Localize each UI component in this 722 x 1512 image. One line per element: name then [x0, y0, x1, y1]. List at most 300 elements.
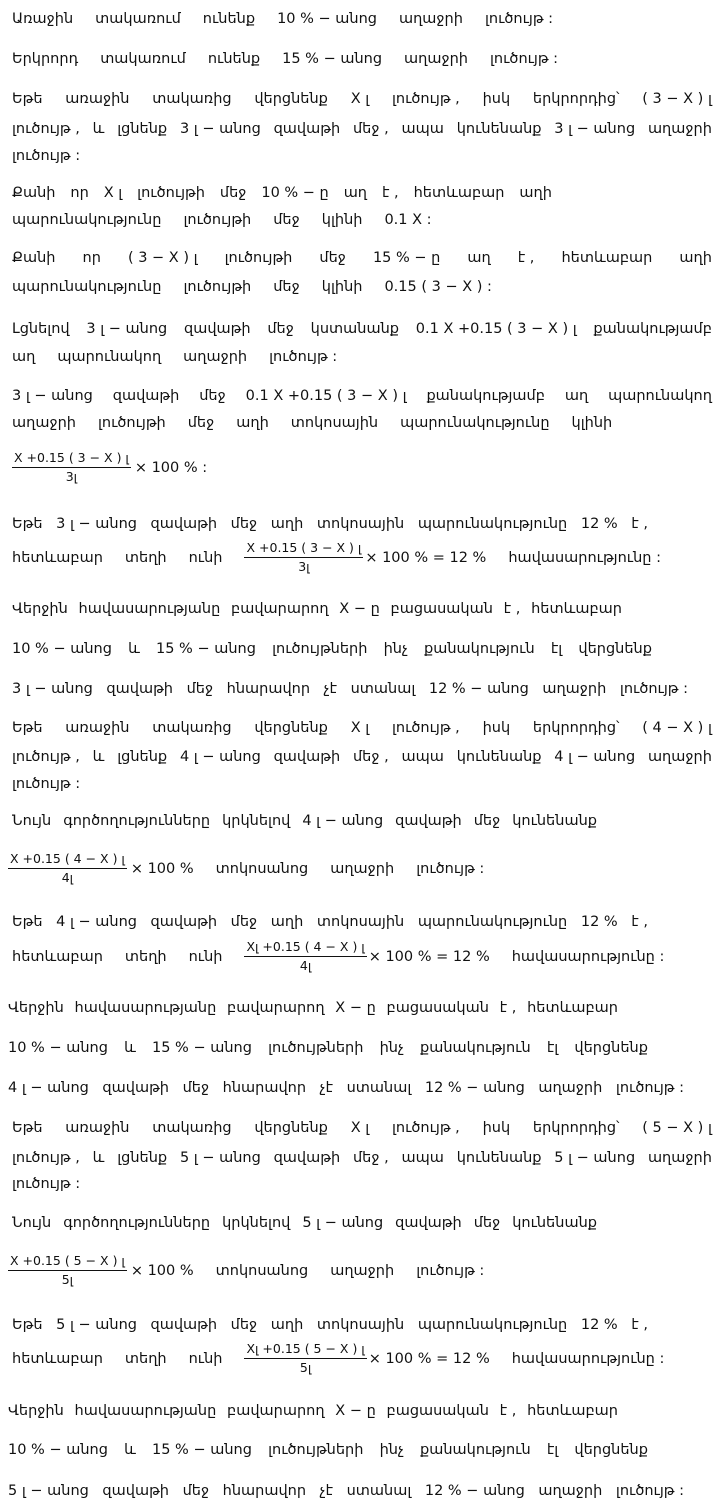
text-line — [12, 1147, 712, 1169]
word: ապա — [401, 749, 444, 765]
fraction-denominator: 4լ — [299, 958, 312, 973]
word: կունենանք — [456, 121, 542, 137]
word: X լ — [103, 185, 123, 201]
word: հետևաբար — [12, 1351, 103, 1367]
word: Եթե — [12, 91, 43, 107]
word: իսկ — [482, 1120, 511, 1136]
word: հնարավոր — [222, 1483, 307, 1499]
word: 15 % − ը — [372, 250, 441, 266]
word: 15 % − անոց — [282, 51, 383, 67]
word: ինչ — [379, 1040, 404, 1056]
word: աղ — [467, 250, 491, 266]
word: բավարարող — [227, 1403, 325, 1419]
text-line — [8, 997, 618, 1019]
fraction-numerator: X +0.15 ( 3 − X ) լ — [244, 540, 363, 558]
fraction — [12, 450, 131, 486]
word: աղաջրի — [404, 51, 468, 67]
word: վերցնենք — [254, 91, 328, 107]
word: X լ — [350, 720, 370, 736]
fraction — [244, 939, 366, 975]
word: X լ — [350, 91, 370, 107]
word: աղաջրի — [542, 681, 607, 697]
fraction-numerator: X +0.15 ( 3 − X ) լ — [12, 450, 131, 468]
word: պարունակող — [57, 349, 162, 365]
word: աղ — [12, 349, 36, 365]
word: ստանալ — [346, 1080, 412, 1096]
word: տակառից — [152, 91, 232, 107]
word: ( 3 − X ) լ — [642, 91, 712, 107]
word: 3 լ − անոց — [56, 516, 137, 532]
word: առաջին — [65, 720, 130, 736]
text-line — [12, 412, 712, 434]
word: մեջ , — [352, 749, 389, 765]
text-line — [8, 1400, 618, 1422]
fraction-numerator: X +0.15 ( 5 − X ) լ — [8, 1253, 127, 1271]
fraction — [8, 1253, 127, 1289]
word: իսկ — [482, 720, 511, 736]
word: լուծույթ : — [12, 776, 81, 792]
word: 5 լ − անոց — [554, 1150, 636, 1166]
word: Երկրորդ — [12, 51, 79, 67]
word: էլ — [546, 1442, 559, 1458]
word: աղ — [343, 185, 368, 201]
fraction-multiplier: × 100 % : — [134, 460, 208, 476]
text-line — [12, 48, 712, 70]
text-line — [12, 1314, 648, 1336]
word: X − ը — [335, 1403, 376, 1419]
word: Եթե — [12, 516, 43, 532]
word: Քանի — [12, 185, 56, 201]
text-line — [12, 8, 712, 30]
word: տոկոսանոց — [215, 861, 309, 877]
fraction-multiplier: × 100 % — [130, 1263, 194, 1279]
word: տակառում — [95, 11, 181, 27]
word: մեջ — [182, 1080, 210, 1096]
text-line — [8, 1480, 684, 1502]
word: կստանանք — [310, 321, 399, 337]
word: 5 լ − անոց — [302, 1215, 384, 1231]
word: կլինի — [321, 279, 363, 295]
word: 4 լ − անոց — [8, 1080, 89, 1096]
word: և — [124, 1040, 136, 1056]
word: Քանի — [12, 250, 56, 266]
word: աղի — [679, 250, 712, 266]
word: զավաթի — [395, 1215, 462, 1231]
word: 5 լ − անոց — [8, 1483, 89, 1499]
word: Նույն — [12, 1215, 52, 1231]
word: մեջ — [230, 914, 258, 930]
text-line — [12, 746, 712, 768]
text-line — [12, 717, 712, 739]
fraction-denominator: 3լ — [65, 469, 78, 484]
word: զավաթի — [395, 813, 462, 829]
word: մեջ — [319, 250, 346, 266]
word: տոկոսային — [316, 1317, 405, 1333]
word: էլ — [550, 641, 563, 657]
word: աղի — [236, 415, 269, 431]
fraction-numerator: X +0.15 ( 4 − X ) լ — [8, 851, 127, 869]
word: լուծույթի — [224, 250, 293, 266]
word: է , — [631, 914, 648, 930]
word: ( 5 − X ) լ — [642, 1120, 712, 1136]
word: որ — [82, 250, 101, 266]
word: լուծույթ : — [416, 861, 485, 877]
word: պարունակությունը — [417, 1317, 568, 1333]
equation-rhs: × 100 % = 12 % — [368, 949, 490, 965]
word: ( 3 − X ) լ — [127, 250, 198, 266]
word: վերցնենք — [254, 1120, 328, 1136]
word: քանակությամբ — [593, 321, 712, 337]
word: լուծույթ : — [269, 349, 338, 365]
text-line — [12, 318, 712, 340]
word: լուծույթների — [268, 1040, 364, 1056]
word: տակառից — [152, 720, 232, 736]
word: զավաթի — [184, 321, 251, 337]
word: և — [92, 1150, 105, 1166]
word: 12 % − անոց — [428, 681, 529, 697]
fraction-denominator: 5լ — [61, 1272, 74, 1287]
word: և — [124, 1442, 136, 1458]
word: մեջ — [219, 185, 247, 201]
text-line — [12, 209, 712, 231]
word: հավասարությանը — [74, 1403, 217, 1419]
word: լուծույթ , — [12, 1150, 80, 1166]
word: ունի — [188, 949, 223, 965]
word: Վերջին — [8, 1403, 64, 1419]
text-line-with-fraction — [12, 538, 712, 578]
fraction-denominator: 3լ — [298, 559, 310, 574]
text-line — [12, 276, 712, 298]
text-line — [12, 118, 712, 140]
word: հնարավոր — [222, 1080, 307, 1096]
word: հավասարությունը : — [508, 550, 661, 566]
word: ստանալ — [346, 1483, 412, 1499]
word: լցնենք — [117, 121, 168, 137]
fraction-numerator: Xլ +0.15 ( 5 − X ) լ — [244, 1341, 366, 1359]
word: 10 % − ը — [261, 185, 329, 201]
word: 15 % − անոց — [152, 1040, 252, 1056]
word: 0.1 X +0.15 ( 3 − X ) լ — [415, 321, 577, 337]
word: աղաջրի — [647, 1150, 712, 1166]
word: աղաջրի — [647, 121, 712, 137]
word: տակառում — [100, 51, 186, 67]
word: լուծույթ : — [619, 681, 688, 697]
word: տոկոսային — [316, 914, 405, 930]
word: հավասարությունը : — [511, 1351, 665, 1367]
word: է , — [499, 1403, 517, 1419]
word: 12 % — [580, 914, 618, 930]
word: Վերջին — [8, 1000, 64, 1016]
word: վերցնենք — [254, 720, 328, 736]
word: Առաջին — [12, 11, 74, 27]
word: լուծույթի — [137, 185, 205, 201]
word: 3 լ − անոց — [12, 388, 93, 404]
word: տեղի — [124, 1351, 167, 1367]
equation-rhs: × 100 % = 12 % — [365, 550, 487, 566]
word: իսկ — [482, 91, 511, 107]
word: աղ — [564, 388, 589, 404]
word: լուծույթ , — [391, 91, 460, 107]
word: զավաթի — [112, 388, 180, 404]
word: քանակություն — [419, 1442, 531, 1458]
word: կունենանք — [512, 1215, 597, 1231]
word: կրկնելով — [222, 1215, 291, 1231]
word: ունի — [188, 1351, 223, 1367]
word: լուծույթ , — [12, 749, 80, 765]
word: և — [128, 641, 140, 657]
word: մեջ — [273, 279, 300, 295]
word: Լցնելով — [12, 321, 70, 337]
word: երկրորդից՝ — [532, 720, 620, 736]
word: և — [92, 121, 105, 137]
word: է , — [503, 601, 521, 617]
text-line-with-fraction — [12, 937, 712, 977]
word: հավասարությանը — [74, 1000, 217, 1016]
word: հետևաբար — [531, 601, 622, 617]
word: աղի — [270, 516, 304, 532]
text-line — [12, 1173, 712, 1195]
word: 0.1 X +0.15 ( 3 − X ) լ — [245, 388, 407, 404]
text-line — [12, 385, 712, 407]
word: կլինի — [571, 415, 613, 431]
word: Նույն — [12, 813, 52, 829]
text-line — [12, 911, 648, 933]
word: մեջ — [230, 1317, 258, 1333]
word: 3 լ − անոց — [554, 121, 636, 137]
word: տեղի — [124, 550, 167, 566]
word: զավաթի — [150, 516, 218, 532]
word: զավաթի — [102, 1483, 169, 1499]
text-line — [8, 1439, 648, 1461]
word: գործողությունները — [63, 1215, 211, 1231]
word: պարունակությունը — [12, 279, 162, 295]
word: էլ — [546, 1040, 559, 1056]
word: 12 % — [580, 516, 618, 532]
fraction-expression — [12, 450, 229, 486]
word: պարունակությունը — [417, 914, 568, 930]
word: ինչ — [383, 641, 408, 657]
text-line — [12, 182, 552, 204]
text-line — [12, 145, 712, 167]
word: աղաջրի — [330, 1263, 395, 1279]
word: ունի — [188, 550, 223, 566]
word: մեջ — [182, 1483, 210, 1499]
word: քանակություն — [423, 641, 535, 657]
word: է , — [631, 1317, 648, 1333]
fraction-denominator: 5լ — [299, 1360, 312, 1375]
fraction-denominator: 4լ — [61, 870, 74, 885]
word: բացասական — [386, 1000, 489, 1016]
equation-rhs: × 100 % = 12 % — [368, 1351, 490, 1367]
text-line — [12, 88, 712, 110]
word: լուծույթ , — [12, 121, 80, 137]
word: է , — [517, 250, 535, 266]
word: ապա — [401, 1150, 444, 1166]
word: պարունակող — [608, 388, 712, 404]
word: լուծույթի — [183, 279, 252, 295]
word: հետևաբար — [561, 250, 653, 266]
fraction-multiplier: × 100 % — [130, 861, 194, 877]
word: լուծույթ , — [391, 1120, 460, 1136]
word: բացասական — [386, 1403, 489, 1419]
word: տեղի — [124, 949, 167, 965]
word: զավաթի — [102, 1080, 169, 1096]
word: 4 լ − անոց — [179, 749, 261, 765]
word: պարունակությունը — [12, 212, 162, 228]
word: կլինի — [321, 212, 363, 228]
word: լուծույթի — [183, 212, 252, 228]
word: լուծույթների — [268, 1442, 364, 1458]
word: զավաթի — [150, 1317, 218, 1333]
word: 12 % − անոց — [424, 1483, 525, 1499]
word: մեջ , — [352, 121, 389, 137]
word: աղի — [270, 1317, 304, 1333]
word: չէ — [323, 681, 337, 697]
fraction-expression — [8, 1253, 506, 1289]
word: լուծույթ : — [489, 51, 559, 67]
word: լուծույթ : — [12, 148, 81, 164]
word: հնարավոր — [226, 681, 311, 697]
word: Վերջին — [12, 601, 68, 617]
word: առաջին — [65, 1120, 130, 1136]
word: տոկոսային — [316, 516, 405, 532]
word: մեջ — [186, 681, 214, 697]
word: զավաթի — [106, 681, 173, 697]
word: ապա — [401, 121, 444, 137]
word: 0.15 ( 3 − X ) : — [384, 279, 492, 295]
text-line — [12, 513, 648, 535]
word: լցնենք — [117, 1150, 168, 1166]
word: աղի — [270, 914, 304, 930]
word: X − ը — [335, 1000, 376, 1016]
word: և — [92, 749, 105, 765]
word: վերցնենք — [578, 641, 652, 657]
word: է , — [631, 516, 648, 532]
word: լուծույթ : — [615, 1080, 684, 1096]
word: պարունակությունը — [400, 415, 550, 431]
word: ինչ — [379, 1442, 404, 1458]
word: լուծույթի — [97, 415, 166, 431]
word: կրկնելով — [222, 813, 291, 829]
text-line — [12, 638, 652, 660]
word: տոկոսային — [290, 415, 379, 431]
text-line — [8, 1077, 684, 1099]
word: զավաթի — [273, 1150, 341, 1166]
word: կունենանք — [456, 1150, 542, 1166]
word: Եթե — [12, 1120, 43, 1136]
word: է , — [499, 1000, 517, 1016]
word: վերցնենք — [574, 1040, 648, 1056]
fraction-numerator: Xլ +0.15 ( 4 − X ) լ — [244, 939, 366, 957]
word: առաջին — [65, 91, 130, 107]
word: 3 լ − անոց — [179, 121, 261, 137]
word: վերցնենք — [574, 1442, 648, 1458]
word: չէ — [319, 1483, 333, 1499]
word: աղաջրի — [398, 11, 463, 27]
text-line — [12, 598, 622, 620]
word: աղի — [519, 185, 552, 201]
word: 15 % − անոց — [152, 1442, 252, 1458]
word: 12 % — [580, 1317, 618, 1333]
word: Եթե — [12, 1317, 43, 1333]
word: երկրորդից՝ — [532, 1120, 620, 1136]
word: ստանալ — [350, 681, 416, 697]
word: հետևաբար — [527, 1403, 618, 1419]
word: լուծույթ : — [615, 1483, 684, 1499]
text-line-with-fraction — [12, 1339, 712, 1379]
text-line — [12, 1212, 597, 1234]
word: տակառից — [152, 1120, 232, 1136]
word: 5 լ − անոց — [179, 1150, 261, 1166]
word: 4 լ − անոց — [56, 914, 137, 930]
fraction — [8, 851, 127, 887]
word: հետևաբար — [12, 550, 103, 566]
word: հավասարությունը : — [511, 949, 665, 965]
word: Եթե — [12, 720, 43, 736]
word: գործողությունները — [63, 813, 211, 829]
fraction — [244, 1341, 366, 1377]
word: պարունակությունը — [417, 516, 568, 532]
word: ( 4 − X ) լ — [642, 720, 712, 736]
word: զավաթի — [150, 914, 218, 930]
fraction — [244, 540, 363, 576]
word: մեջ — [473, 813, 501, 829]
word: աղաջրի — [538, 1080, 603, 1096]
word: բացասական — [390, 601, 493, 617]
word: բավարարող — [231, 601, 329, 617]
word: մեջ — [187, 415, 215, 431]
word: ունենք — [207, 51, 261, 67]
word: կունենանք — [512, 813, 597, 829]
word: քանակությամբ — [426, 388, 545, 404]
text-line — [8, 1037, 648, 1059]
word: 10 % − անոց — [12, 641, 112, 657]
word: տոկոսանոց — [215, 1263, 309, 1279]
word: հավասարությանը — [78, 601, 221, 617]
word: լուծույթների — [272, 641, 368, 657]
word: 3 լ − անոց — [86, 321, 168, 337]
word: զավաթի — [273, 749, 341, 765]
word: աղաջրի — [183, 349, 248, 365]
word: 10 % − անոց — [8, 1442, 108, 1458]
word: 4 լ − անոց — [554, 749, 636, 765]
word: Եթե — [12, 914, 43, 930]
word: լուծույթ : — [416, 1263, 485, 1279]
fraction-expression — [8, 851, 506, 887]
word: 10 % − անոց — [277, 11, 377, 27]
word: աղաջրի — [12, 415, 76, 431]
word: 4 լ − անոց — [302, 813, 384, 829]
word: մեջ — [273, 212, 300, 228]
word: մեջ , — [352, 1150, 389, 1166]
word: հետևաբար — [413, 185, 505, 201]
word: 10 % − անոց — [8, 1040, 108, 1056]
word: չէ — [319, 1080, 333, 1096]
word: լուծույթ : — [12, 1176, 81, 1192]
word: X − ը — [339, 601, 380, 617]
word: քանակություն — [419, 1040, 531, 1056]
word: 3 լ − անոց — [12, 681, 93, 697]
word: 0.1 X : — [384, 212, 432, 228]
text-line — [12, 1117, 712, 1139]
word: հետևաբար — [527, 1000, 618, 1016]
word: X լ — [350, 1120, 370, 1136]
word: մեջ — [473, 1215, 501, 1231]
word: զավաթի — [273, 121, 341, 137]
word: աղաջրի — [647, 749, 712, 765]
word: բավարարող — [227, 1000, 325, 1016]
word: երկրորդից՝ — [532, 91, 620, 107]
